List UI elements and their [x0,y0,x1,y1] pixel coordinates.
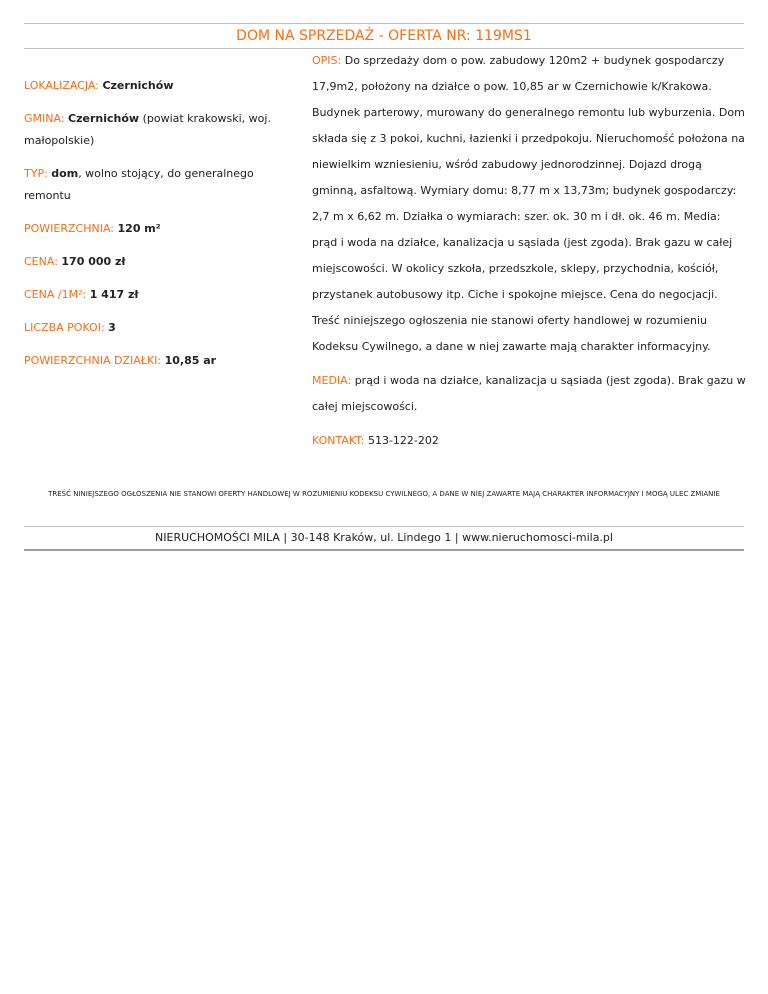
type-field [24,163,294,207]
property-details [24,75,294,383]
area-label: POWIERZCHNIA: [24,222,115,235]
media-label: MEDIA: [312,374,352,387]
type-value: dom [51,167,79,180]
price-field [24,251,294,273]
rooms-value: 3 [108,321,116,334]
price-per-m2-value: 1 417 zł [89,288,139,301]
gmina-label: GMINA: [24,112,65,125]
agency-footer-text: NIERUCHOMOŚCI MILA | 30-148 Kraków, ul. Lindego 1 | www.nieruchomosci-mila.pl [155,531,613,544]
rooms-field [24,317,294,339]
area-value: 120 m² [117,222,161,235]
gmina-extra: (powiat krakowski, woj. małopolskie) [24,112,271,147]
location-label: LOKALIZACJA: [24,79,99,92]
media-block [312,368,746,420]
area-field [24,218,294,240]
legal-disclaimer: TREŚĆ NINIEJSZEGO OGŁOSZENIA NIE STANOWI OFERTY HANDLOWEJ W ROZUMIENIU KODEKSU CYWILNEGO, A DANE W NIEJ ZAWARTE MAJĄ CHARAKTER INFORMACYJNY I MOGĄ ULEC ZMIANIE [48,490,720,498]
gmina-value: Czernichów [68,112,140,125]
rooms-label: LICZBA POKOI: [24,321,105,334]
type-label: TYP: [24,167,48,180]
offer-title-text: DOM NA SPRZEDAŻ - OFERTA NR: 119MS1 [236,28,532,44]
price-per-m2-field [24,284,294,306]
price-label: CENA: [24,255,58,268]
plot-area-label: POWIERZCHNIA DZIAŁKI: [24,354,162,367]
description-text: Do sprzedaży dom o pow. zabudowy 120m2 + budynek gospodarczy 17,9m2, położony na działce o pow. 10,85 ar w Czernichowie k/Krakowa. Budynek parterowy, murowany do generalnego remontu lub wyburzenia. Dom składa się z 3 pokoi, kuchni, łazienki i przedpokoju. Nieruchomość położona na niewielkim wzniesieniu, wśród zabudowy jednorodzinnej. Dojazd drogą gminną, asfaltową. Wymiary domu: 8,77 m x 13,73m; budynek gospodarczy: 2,7 m x 6,62 m. Działka o wymiarach: szer. ok. 30 m i dł. ok. 46 m. Media: prąd i woda na działce, kanalizacja u sąsiada (jest zgoda). Brak gazu w całej miejscowości. W okolicy szkoła, przedszkole, sklepy, przychodnia, kościół, przystanek autobusowy itp. Ciche i spokojne miejsce. Cena do negocjacji. Treść niniejszego ogłoszenia nie stanowi oferty handlowej w rozumieniu Kodeksu Cywilnego, a dane w niej zawarte mają charakter informacyjny. [312,54,745,353]
contact-phone: 513-122-202 [367,434,439,447]
agency-footer [24,526,744,551]
offer-title [24,23,744,49]
description-label: OPIS: [312,54,342,67]
location-value: Czernichów [102,79,174,92]
description-block [312,48,746,360]
price-value: 170 000 zł [61,255,126,268]
contact-block [312,428,746,454]
contact-label: KONTAKT: [312,434,365,447]
property-description [312,48,746,462]
location-field [24,75,294,97]
plot-area-value: 10,85 ar [164,354,217,367]
plot-area-field [24,350,294,372]
price-per-m2-label: CENA /1M²: [24,288,87,301]
media-text: prąd i woda na działce, kanalizacja u sąsiada (jest zgoda). Brak gazu w całej miejscowości. [312,374,746,413]
gmina-field [24,108,294,152]
type-extra: , wolno stojący, do generalnego remontu [24,167,254,202]
